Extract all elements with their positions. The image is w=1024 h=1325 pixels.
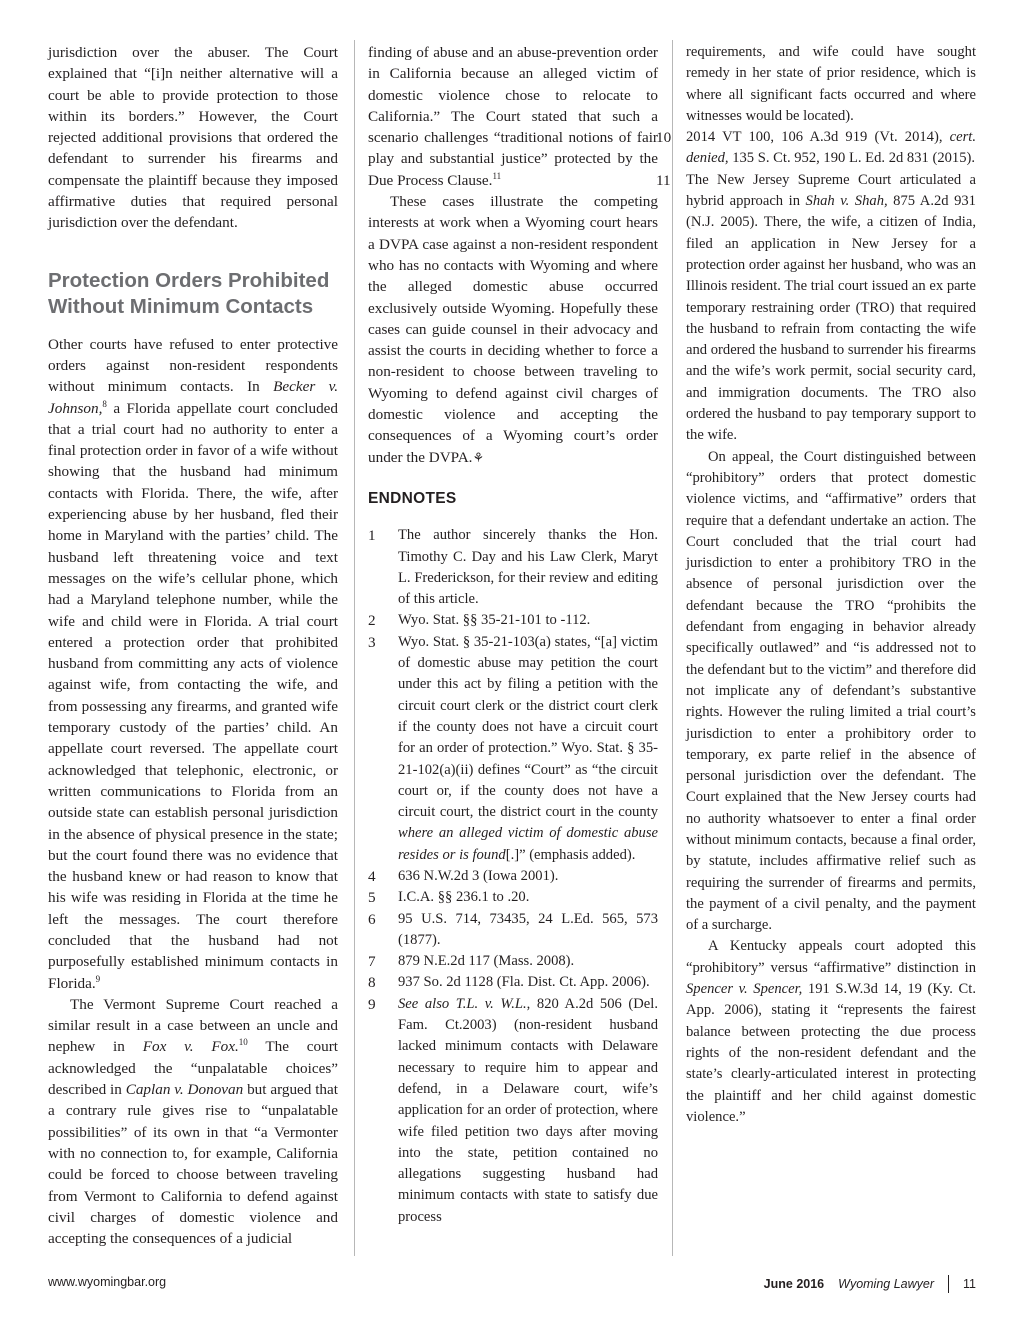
endnote: 7 879 N.E.2d 117 (Mass. 2008).	[368, 953, 575, 971]
issue-date: June 2016	[763, 1277, 825, 1291]
end-of-article-icon: ⚘	[472, 449, 485, 465]
page-number: 11	[963, 1277, 976, 1291]
column-divider	[354, 40, 355, 1256]
paragraph: A Kentucky appeals court adopted this “prohibitory” versus “affirmative” distinction in Spencer v. Spencer, 191 S.W.3d 14, 19 (Ky. Ct. App. 2006), stating it “represents the fairest balance between protecting the due process rights of the non-resident defendant and the state’s clearly-articulated interest in protecting the plaintiff and her child against domestic violence.”	[686, 938, 976, 1125]
column-2	[368, 42, 658, 1228]
endnote: 8 937 So. 2d 1128 (Fla. Dist. Ct. App. 2006).	[368, 974, 650, 992]
endnote: 11 The New Jersey Supreme Court articulated a hybrid approach in Shah v. Shah, 875 A.2d 931 (N.J. 2005). There, the wife, a citizen of India, filed an application in New Jersey for a protection order against her husband, who was an Illinois resident. The trial court issued an ex parte temporary restraining order (TRO) that required the husband to refrain from contacting the wife and ordered the husband to surrender his firearms and the wife’s work permit, social security card, and immigration documents. The TRO also ordered the husband to pay temporary support to the wife.	[656, 171, 976, 444]
endnote: 2 Wyo. Stat. §§ 35-21-101 to -112.	[368, 612, 591, 630]
paragraph: jurisdiction over the abuser. The Court explained that “[i]n neither alternative will a court be able to provide protection to those within its borders.” However, the Court rejected additional provisions that ordered the defendant to surrender his firearms and compensate the plaintiff because they imposed affirmative duties that required personal jurisdiction over the defendant.	[48, 44, 338, 232]
endnote: 1 The author sincerely thanks the Hon. Timothy C. Day and his Law Clerk, Maryt L. Frederickson, for their review and editing of this article.	[368, 527, 658, 608]
endnote-continuation: requirements, and wife could have sought remedy in her state of prior residence, which is where all significant facts occurred and where witnesses would be located).	[686, 44, 976, 124]
section-heading: Protection Orders Prohibited Without Minimum Contacts	[48, 268, 330, 318]
column-3	[656, 42, 976, 1128]
case-name: Caplan v. Donovan	[125, 1081, 244, 1099]
case-name: Becker v. Johnson,	[48, 378, 339, 417]
endnote-ref[interactable]: 10	[238, 1037, 248, 1048]
paragraph: These cases illustrate the competing interests at work when a Wyoming court hears a DVPA case against a non-resident respondent who has no contacts with Wyoming and where the alleged domestic abuse occurred exclusively outside Wyoming. Hopefully these cases can guide counsel in their advocacy and assist the courts in deciding whether to force a non-resident to choose between traveling to Wyoming to defend against civil charges of domestic violence and accepting the consequences of a Wyoming court’s order under the DVPA.⚘	[368, 193, 658, 466]
footer-url[interactable]: www.wyomingbar.org	[48, 1275, 167, 1289]
endnote: 3 Wyo. Stat. § 35-21-103(a) states, “[a] victim of domestic abuse may petition the court under this act by filing a petition with the circuit court clerk or the district court clerk if the county does not have a circuit court for an order of protection.” Wyo. Stat. § 35-21-102(a)(ii) defines “Court” as “the circuit court or, if the county does not have a circuit court, the district court in the county where an alleged victim of domestic abuse resides or is found[.]” (emphasis added).	[368, 633, 658, 863]
footer-info	[764, 1275, 976, 1293]
endnote: 6 95 U.S. 714, 73435, 24 L.Ed. 565, 573 (1877).	[368, 910, 658, 948]
paragraph: finding of abuse and an abuse-prevention order in California because an alleged victim of domestic violence chose to relocate to California.” The Court stated that such a scenario challenges “traditional notions of fair play and substantial justice” protected by the Due Process Clause.$^{11}$	[368, 44, 658, 189]
endnote: 5 I.C.A. §§ 236.1 to .20.	[368, 889, 530, 907]
endnote-ref[interactable]: 11	[492, 170, 502, 181]
endnote: 4 636 N.W.2d 3 (Iowa 2001).	[368, 867, 559, 885]
endnote-ref[interactable]: 9	[95, 973, 101, 984]
case-name: Fox v. Fox.	[142, 1038, 239, 1056]
endnote-ref[interactable]: 8	[102, 398, 107, 409]
case-name: Spencer v. Spencer,	[686, 981, 803, 998]
paragraph: The Vermont Supreme Court reached a similar result in a case between an uncle and nephew in Fox v. Fox.$^{10}$ The court acknowledged the “unpalatable choices” described in Caplan v. Donovan but argued that a contrary rule gives rise to “unpalatable possibilities” of its own in that “a Vermonter with no connection to, for example, California could be forced to choose between traveling from Vermont to California to defend against civil charges of domestic violence and accepting the consequences of a judicial	[48, 995, 338, 1248]
endnotes-heading: ENDNOTES	[368, 489, 457, 507]
endnote: 10 2014 VT 100, 106 A.3d 919 (Vt. 2014), cert. denied, 135 S. Ct. 952, 190 L. Ed. 2d 831 (2015).	[656, 129, 976, 167]
paragraph: On appeal, the Court distinguished between “prohibitory” orders that protect domestic violence victims, and “affirmative” orders that require that a defendant undertake an action. The Court concluded that the trial court had jurisdiction to enter a prohibitory TRO in the absence of personal jurisdiction over the defendant because the TRO “prohibits the defendant from engaging in behavior already specifically outlawed” and “is addressed not to the defendant but to the victim” and therefore did not implicate any of defendant’s substantive rights. However the ruling limited a trial court’s jurisdiction to enter a prohibitory order to temporary, ex parte relief in the absence of personal jurisdiction over the defendant. The Court explained that the New Jersey courts had no authority whatsoever to enter a final order without minimum contacts, because a final order, by statute, includes affirmative relief such as requiring the surrender of firearms and permits, the payment of a civil penalty, and the payment of a surcharge.	[686, 448, 976, 934]
column-1	[48, 42, 338, 1249]
magazine-title: Wyoming Lawyer	[838, 1277, 935, 1291]
endnote: 9 See also T.L. v. W.L., 820 A.2d 506 (Del. Fam. Ct.2003) (non-resident husband lacked minimum contacts with Delaware necessary to require him to appear and defend, in a Delaware court, wife’s application for an order of protection, where wife filed petition two days after moving into the state, petition contained no allegations suggesting husband had minimum contacts with state to satisfy due process	[368, 995, 658, 1225]
footer-divider	[948, 1275, 949, 1293]
paragraph: Other courts have refused to enter protective orders against non-resident respondents without minimum contacts. In Becker v. Johnson,$^8$ a Florida appellate court concluded that a trial court had no authority to enter a final protection order in favor of a wife without showing that the husband had minimum contacts with Florida. There, the wife, after experiencing abuse by her husband, fled their home in Maryland with the parties’ child. The husband left threatening voice and text messages on the wife’s cellular phone, which had a Maryland telephone number, while the wife and child were in Florida. A trial court entered a protection order that prohibited husband from committing any acts of violence against wife, from contacting the wife, and from possessing any firearms, and granted wife temporary custody of the parties’ child. An appellate court reversed. The appellate court acknowledged that telephonic, electronic, or written communications to Florida from an outside state can establish personal jurisdiction in the absence of physical presence in the state; but the court found there was no evidence that the husband knew or had reason to know that his wife was residing in Florida at the time he left the messages. The court therefore concluded that the husband had not purposefully established minimum contacts in Florida.$^9$	[48, 335, 339, 992]
